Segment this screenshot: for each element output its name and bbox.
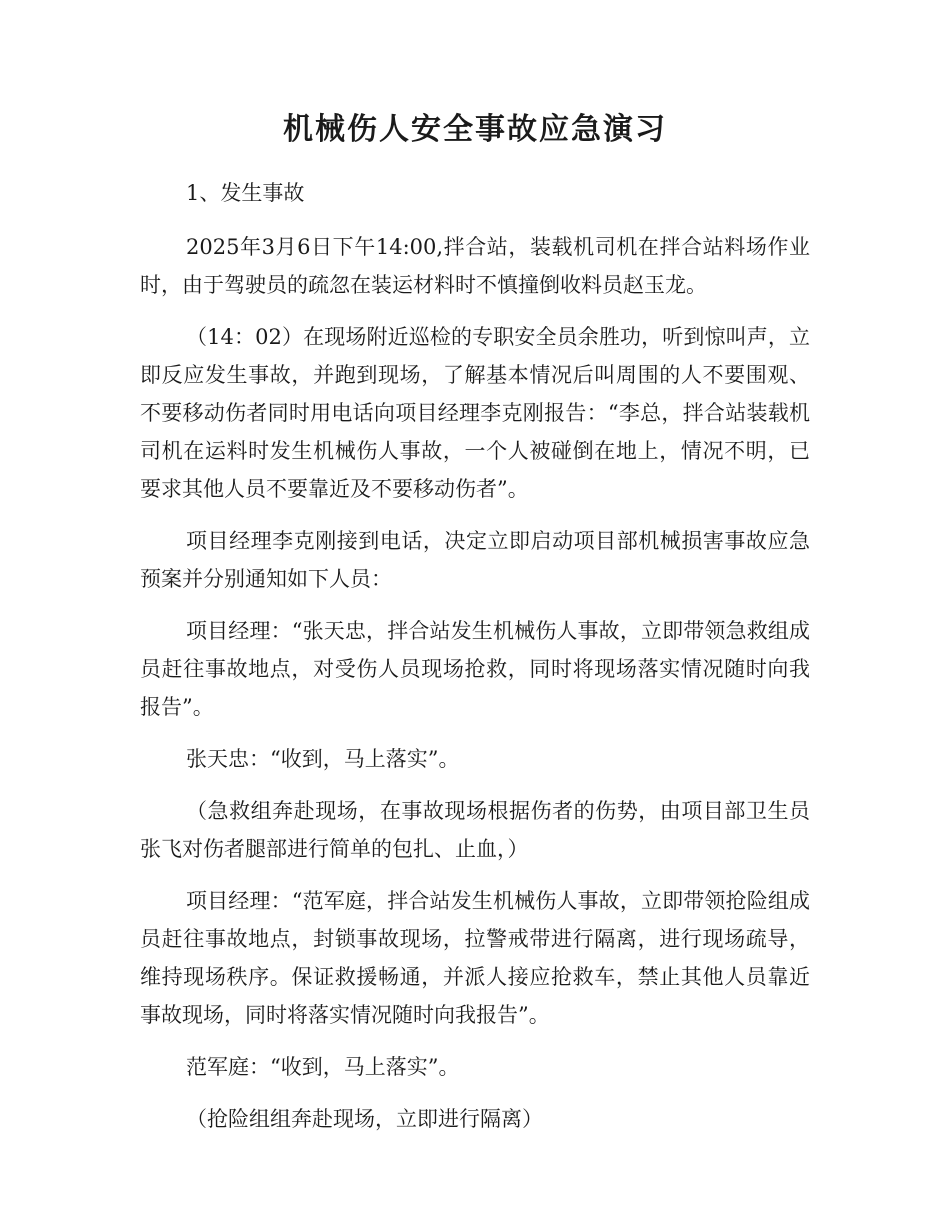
paragraph-rescue-order: 项目经理：“范军庭，拌合站发生机械伤人事故，立即带领抢险组成员赶往事故地点，封锁事故现场，拉警戒带进行隔离，进行现场疏导，维持现场秩序。保证救援畅通，并派人接应抢救车，禁止其他人员靠近事故现场，同时将落实情况随时向我报告”。 — [140, 889, 810, 1027]
paragraph-safety-officer-report: （14：02）在现场附近巡检的专职安全员余胜功，听到惊叫声，立即反应发生事故，并跑到现场，了解基本情况后叫周围的人不要围观、不要移动伤者同时用电话向项目经理李克刚报告：“李总，拌合站装载机司机在运料时发生机械伤人事故，一个人被碰倒在地上，情况不明，已要求其他人员不要靠近及不要移动伤者”。 — [140, 325, 810, 501]
paragraph-first-aid-ack: 张天忠：“收到，马上落实”。 — [186, 747, 460, 771]
paragraph-rescue-ack: 范军庭：“收到，马上落实”。 — [186, 1055, 460, 1079]
document-title: 机械伤人安全事故应急演习 — [283, 112, 667, 147]
paragraph-incident: 2025年3月6日下午14:00,拌合站，装载机司机在拌合站料场作业时，由于驾驶员的疏忽在装运材料时不慎撞倒收料员赵玉龙。 — [140, 235, 810, 297]
section-heading: 1、发生事故 — [186, 181, 305, 205]
paragraph-first-aid-action: （急救组奔赴现场，在事故现场根据伤者的伤势，由项目部卫生员张飞对伤者腿部进行简单的包扎、止血，） — [140, 799, 810, 861]
paragraph-manager-response: 项目经理李克刚接到电话，决定立即启动项目部机械损害事故应急预案并分别通知如下人员： — [140, 529, 810, 591]
paragraph-first-aid-order: 项目经理：“张天忠，拌合站发生机械伤人事故，立即带领急救组成员赶往事故地点，对受伤人员现场抢救，同时将现场落实情况随时向我报告”。 — [140, 619, 810, 719]
paragraph-rescue-action: （抢险组组奔赴现场，立即进行隔离） — [186, 1107, 543, 1131]
